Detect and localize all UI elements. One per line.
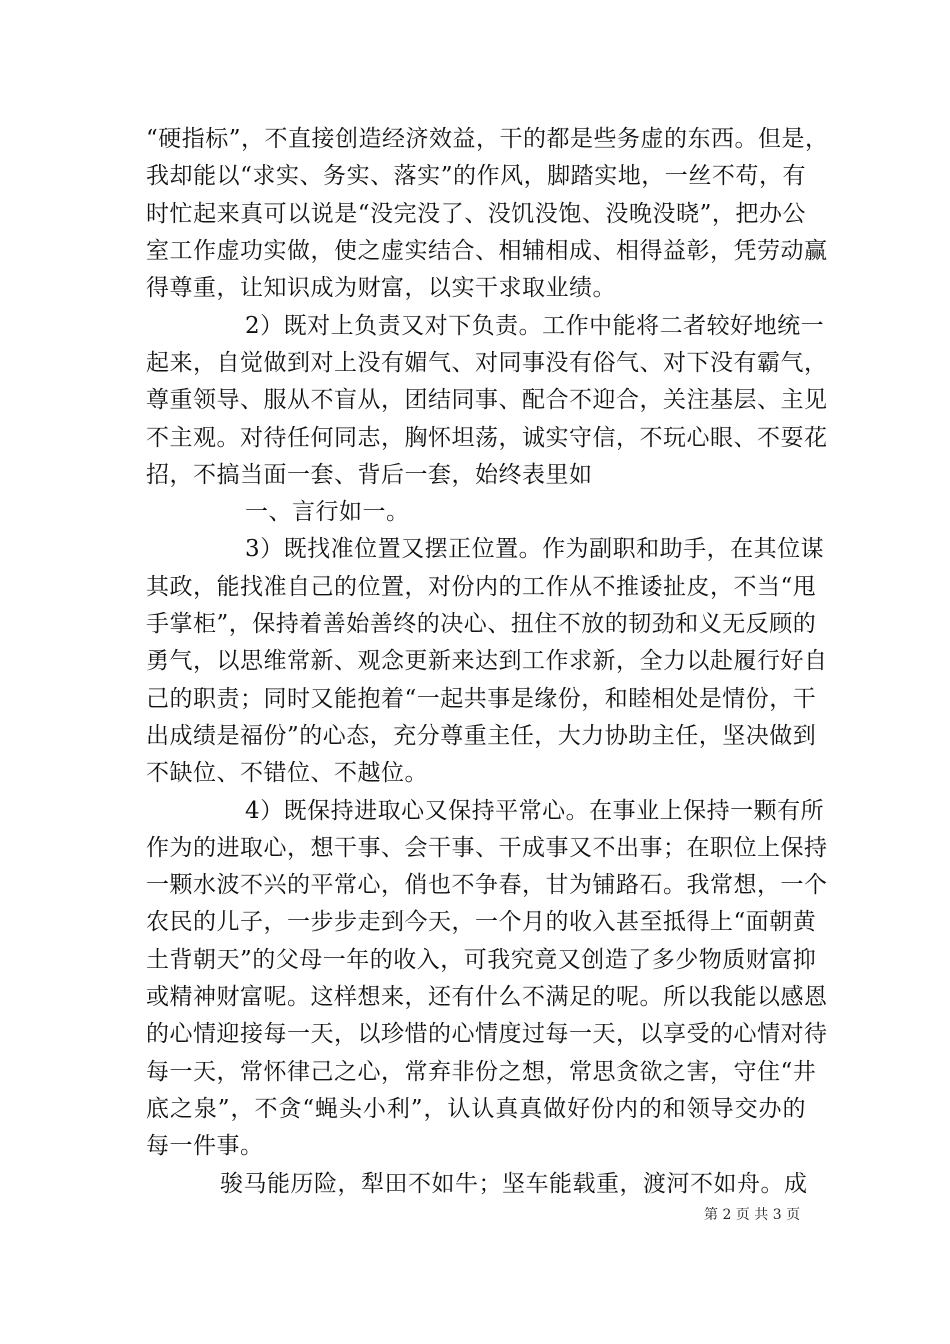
paragraph-line: 或精神财富呢。这样想来，还有什么不满足的呢。所以我能以感恩 — [146, 984, 828, 1010]
paragraph-line: 不主观。对待任何同志，胸怀坦荡，诚实守信，不玩心眼、不耍花 — [146, 425, 828, 451]
paragraph-line: 招，不搞当面一套、背后一套，始终表里如 — [146, 462, 593, 488]
paragraph-line: 每一天，常怀律己之心，常弃非份之想，常思贪欲之害，守住“井 — [146, 1059, 817, 1085]
paragraph-line: 的心情迎接每一天，以珍惜的心情度过每一天，以享受的心情对待 — [146, 1021, 828, 1047]
paragraph-line: 土背朝天”的父母一年的收入，可我究竟又创造了多少物质财富抑 — [146, 947, 817, 973]
paragraph-line: 尊重领导、服从不盲从，团结同事、配合不迎合，关注基层、主见 — [146, 387, 828, 413]
paragraph-line: 作为的进取心，想干事、会干事、干成事又不出事；在职位上保持 — [146, 835, 828, 861]
paragraph-line: 一颗水波不兴的平常心，俏也不争春，甘为铺路石。我常想，一个 — [146, 872, 828, 898]
paragraph-line: 4）既保持进取心又保持平常心。在事业上保持一颗有所 — [245, 798, 825, 824]
paragraph-line: 勇气，以思维常新、观念更新来达到工作求新，全力以赴履行好自 — [146, 648, 828, 674]
paragraph-line: 时忙起来真可以说是“没完没了、没饥没饱、没晚没晓”，把办公 — [146, 201, 806, 227]
paragraph-line: 每一件事。 — [146, 1133, 264, 1159]
paragraph-line: 手掌柜”，保持着善始善终的决心、扭住不放的韧劲和义无反顾的 — [146, 611, 817, 637]
paragraph-line: 出成绩是福份”的心态，充分尊重主任，大力协助主任，坚决做到 — [146, 723, 817, 749]
paragraph-line: 得尊重，让知识成为财富，以实干求取业绩。 — [146, 275, 616, 301]
paragraph-line: “硬指标”，不直接创造经济效益，干的都是些务虚的东西。但是， — [146, 126, 829, 152]
paragraph-line: 不缺位、不错位、不越位。 — [146, 760, 428, 786]
paragraph-line: 农民的儿子，一步步走到今天，一个月的收入甚至抵得上“面朝黄 — [146, 909, 817, 935]
paragraph-line: 其政，能找准自己的位置，对份内的工作从不推诿扯皮，不当“甩 — [146, 574, 817, 600]
paragraph-line: 我却能以“求实、务实、落实”的作风，脚踏实地，一丝不苟，有 — [146, 163, 806, 189]
paragraph-line: 底之泉”，不贪“蝇头小利”，认认真真做好份内的和领导交办的 — [146, 1096, 806, 1122]
paragraph-line: 一、言行如一。 — [245, 499, 410, 525]
page-number: 第 2 页 共 3 页 — [704, 1207, 801, 1223]
paragraph-line: 骏马能历险，犁田不如牛；坚车能载重，渡河不如舟。成 — [220, 1171, 808, 1197]
paragraph-line: 己的职责；同时又能抱着“一起共事是缘份，和睦相处是情份，干 — [146, 686, 817, 712]
paragraph-line: 起来，自觉做到对上没有媚气、对同事没有俗气、对下没有霸气， — [146, 350, 828, 376]
paragraph-line: 2）既对上负责又对下负责。工作中能将二者较好地统一 — [245, 313, 825, 339]
paragraph-line: 室工作虚功实做，使之虚实结合、相辅相成、相得益彰，凭劳动赢 — [146, 238, 828, 264]
paragraph-line: 3）既找准位置又摆正位置。作为副职和助手，在其位谋 — [245, 536, 825, 562]
